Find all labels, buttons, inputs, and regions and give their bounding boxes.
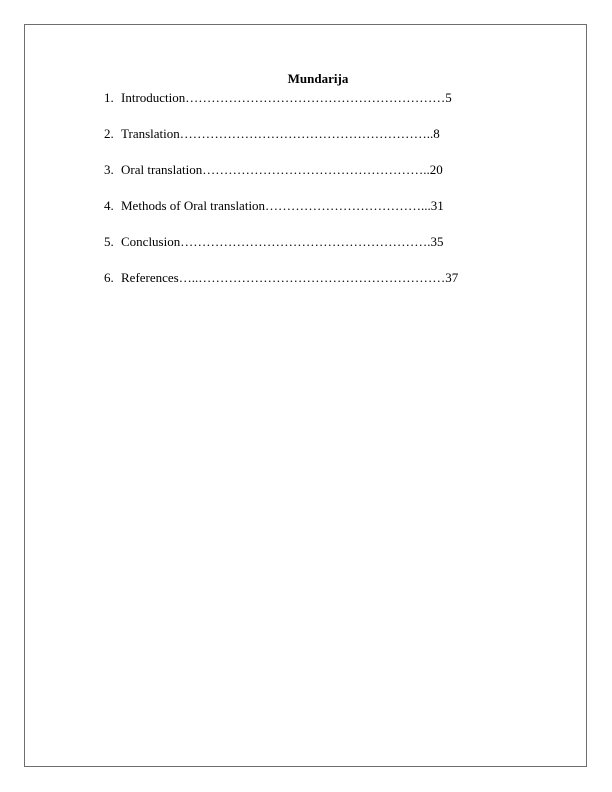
- toc-entry-number: 4.: [104, 198, 114, 213]
- toc-entry-introduction: [104, 90, 452, 106]
- toc-entry-number: 5.: [104, 234, 114, 249]
- toc-entry-conclusion: [104, 234, 443, 250]
- toc-entry-text: References…..…………………………………………………37: [121, 270, 459, 285]
- toc-entry-text: Introduction……………………………………………………5: [121, 90, 452, 105]
- toc-entry-number: 2.: [104, 126, 114, 141]
- toc-entry-oral-translation: [104, 162, 443, 178]
- toc-entry-number: 6.: [104, 270, 114, 285]
- toc-entry-number: 3.: [104, 162, 114, 177]
- toc-entry-text: Translation…………………………………………………..8: [121, 126, 440, 141]
- toc-entry-text: Methods of Oral translation………………………………...31: [121, 198, 444, 213]
- toc-entry-references: [104, 270, 458, 286]
- toc-entry-text: Conclusion………………………………………………….35: [121, 234, 444, 249]
- toc-entry-translation: [104, 126, 440, 142]
- toc-entry-methods-of-oral-translation: [104, 198, 444, 214]
- document-title: Mundarija: [287, 71, 349, 86]
- toc-entry-number: 1.: [104, 90, 114, 105]
- toc-entry-text: Oral translation……………………………………………..20: [121, 162, 443, 177]
